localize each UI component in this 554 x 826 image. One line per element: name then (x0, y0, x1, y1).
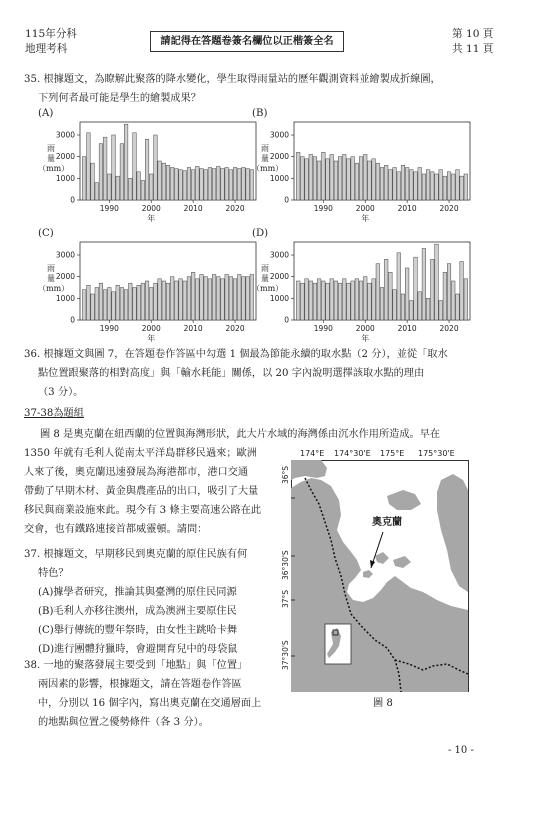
chart-bar (309, 281, 313, 320)
chart-bar (242, 168, 246, 201)
chart-bar (187, 168, 191, 201)
chart-bar (124, 124, 128, 200)
chart-bar (237, 275, 241, 321)
chart-bar (447, 172, 451, 200)
chart-bar (221, 279, 225, 320)
chart-bar (246, 169, 250, 200)
chart-bar (99, 283, 103, 320)
chart-bar (154, 283, 158, 320)
chart-y-tick-label: 1000 (269, 173, 289, 183)
chart-y-axis-label-part: 量 (47, 274, 55, 283)
chart-bar (368, 283, 372, 320)
chart-y-tick-label: 2000 (55, 272, 75, 282)
chart-bar (389, 272, 393, 320)
chart-y-axis-label-part: （mm） (38, 164, 70, 173)
chart-bar (447, 264, 451, 320)
chart-bar (456, 294, 460, 320)
chart-bar (229, 277, 233, 320)
chart-bar (418, 168, 422, 201)
map-lon-label-2: 174°30'E (334, 449, 371, 458)
q38-line3: 中，分別以 16 個字內，寫出奧克蘭在交通層面上 (38, 698, 262, 709)
chart-bar (330, 155, 334, 201)
chart-x-tick-label: 2010 (183, 324, 203, 333)
chart-bar (435, 174, 439, 200)
chart-bar (443, 272, 447, 320)
chart-bar (397, 253, 401, 320)
chart-y-tick-label: 2000 (55, 152, 75, 162)
chart-bar (301, 283, 305, 320)
page-total: 共 11 頁 (452, 43, 494, 55)
chart-bar (334, 161, 338, 200)
chart-bar (246, 277, 250, 320)
chart-x-tick-label: 2010 (183, 204, 203, 213)
intro-line6: 交會，也有鐵路連接首都威靈頓。請問： (24, 524, 208, 535)
chart-bar (158, 279, 162, 320)
chart-bar (456, 170, 460, 200)
chart-x-axis-label: 年 (361, 334, 370, 343)
chart-bar (305, 159, 309, 200)
intro-line5: 移民與商業設施來此。現今有 3 條主要高速公路在此 (24, 505, 262, 516)
map-lat-label-1: 36°S (281, 465, 290, 484)
chart-bar (422, 174, 426, 200)
chart-bar (87, 133, 91, 200)
chart-bar (162, 163, 166, 200)
chart-x-tick-label: 2010 (397, 204, 417, 213)
chart-bar (384, 165, 388, 200)
q35-charts (0, 0, 554, 343)
q37-option-b: (B)毛利人亦移往澳州，成為澳洲主要原住民 (38, 606, 237, 617)
chart-x-tick-label: 2020 (439, 204, 459, 213)
chart-bar (91, 294, 95, 320)
chart-bar (108, 288, 112, 321)
chart-y-tick-label: 0 (70, 195, 75, 205)
chart-bar (108, 174, 112, 200)
chart-bar (129, 283, 133, 320)
intro-line4: 帶動了早期木材、黃金與農產品的出口，吸引了大量 (24, 486, 259, 497)
chart-bar (170, 277, 174, 320)
chart-bar (326, 159, 330, 200)
q37-option-a: (A)據學者研究，推論其與臺灣的原住民同源 (38, 587, 237, 598)
map-lat-label-3: 37°S (281, 589, 290, 608)
header-subject: 地理考科 (25, 43, 68, 55)
chart-x-tick-label: 2010 (397, 324, 417, 333)
intro-line3: 人來了後，奧克蘭迅速發展為海港都市，港口交通 (24, 467, 249, 478)
chart-bar (237, 169, 241, 200)
chart-bar (418, 292, 422, 320)
chart-x-tick-label: 2000 (141, 324, 161, 333)
chart-y-axis-label-part: 雨 (261, 144, 269, 153)
chart-bar (204, 277, 208, 320)
chart-bar (443, 176, 447, 200)
chart-y-tick-label: 3000 (269, 250, 289, 260)
chart-bar (82, 157, 86, 200)
chart-bar (401, 165, 405, 200)
chart-bar (451, 174, 455, 200)
chart-svg (38, 108, 260, 224)
chart-x-tick-label: 2020 (225, 324, 245, 333)
chart-bar (217, 166, 221, 200)
chart-bar (296, 281, 300, 320)
chart-bar (410, 301, 414, 321)
chart-bar (435, 244, 439, 320)
chart-y-tick-label: 1000 (269, 293, 289, 303)
chart-bar (405, 268, 409, 320)
chart-bar (183, 281, 187, 320)
map-lon-label-3: 175°E (380, 449, 405, 458)
chart-bar (179, 170, 183, 200)
chart-bar (103, 137, 107, 200)
chart-bar (145, 281, 149, 320)
chart-x-tick-label: 2020 (439, 324, 459, 333)
chart-bar (347, 159, 351, 200)
chart-x-tick-label: 2020 (225, 204, 245, 213)
chart-bar (133, 288, 137, 321)
chart-y-axis-label-part: 雨 (261, 264, 269, 273)
chart-bar (208, 279, 212, 320)
chart-bar (116, 285, 120, 320)
chart-panel-label: (C) (38, 228, 54, 239)
chart-svg (252, 228, 474, 344)
chart-bar (393, 290, 397, 320)
chart-y-tick-label: 0 (284, 195, 289, 205)
chart-bar (129, 178, 133, 200)
chart-bar (410, 170, 414, 200)
chart-bar (149, 174, 153, 200)
chart-bar (191, 272, 195, 320)
chart-bar (212, 169, 216, 200)
chart-bar (183, 171, 187, 200)
chart-bar (414, 172, 418, 200)
chart-bar (196, 166, 200, 200)
chart-bar (120, 144, 124, 200)
chart-y-tick-label: 3000 (269, 130, 289, 140)
chart-y-tick-label: 1000 (55, 293, 75, 303)
chart-y-axis-label-part: （mm） (252, 284, 284, 293)
chart-y-axis-label-part: 雨 (47, 144, 55, 153)
chart-bar (225, 275, 229, 321)
chart-bar (384, 259, 388, 320)
q36-line3: （3 分）。 (38, 387, 84, 398)
group-title: 37-38為題組 (24, 408, 84, 419)
chart-bar (368, 161, 372, 200)
map-lat-label-4: 37°30'S (281, 640, 290, 670)
chart-x-axis-label: 年 (147, 334, 156, 343)
chart-x-tick-label: 1990 (313, 204, 333, 213)
chart-bar (95, 288, 99, 321)
chart-bar (330, 279, 334, 320)
chart-bar (431, 172, 435, 200)
chart-bar (141, 181, 145, 201)
chart-bar (338, 283, 342, 320)
q35-line2: 下列何者最可能是學生的繪製成果？ (38, 93, 201, 104)
chart-bar (326, 283, 330, 320)
chart-bar (229, 170, 233, 200)
chart-bar (296, 152, 300, 200)
chart-bar (372, 279, 376, 320)
chart-bar (120, 288, 124, 321)
chart-d (252, 228, 474, 344)
q37-option-c: (C)舉行傳統的豐年祭時，由女性主跳哈卡舞 (38, 625, 238, 636)
chart-bar (87, 285, 91, 320)
chart-bar (149, 288, 153, 321)
q38-line2: 兩因素的影響，根據題文，請在答題卷作答區 (38, 679, 242, 690)
chart-bar (376, 163, 380, 200)
chart-bar (401, 294, 405, 320)
chart-y-axis-label-part: （mm） (252, 164, 284, 173)
chart-bar (91, 163, 95, 200)
chart-bar (175, 281, 179, 320)
chart-bar (363, 277, 367, 320)
chart-bar (217, 277, 221, 320)
chart-bar (137, 172, 141, 200)
chart-bar (380, 288, 384, 321)
map-caption: 圖 8 (373, 698, 393, 709)
chart-bar (363, 155, 367, 201)
chart-panel-label: (D) (252, 228, 269, 239)
chart-c (38, 228, 260, 344)
page-number: - 10 - (448, 745, 474, 756)
chart-y-axis-label-part: 量 (261, 274, 269, 283)
chart-bar (103, 290, 107, 320)
chart-bar (389, 170, 393, 200)
chart-bar (451, 281, 455, 320)
q37-option-d: (D)進行團體狩獵時，會避開育兒中的母袋鼠 (38, 644, 238, 655)
chart-bar (393, 168, 397, 201)
chart-y-tick-label: 0 (284, 315, 289, 325)
chart-bar (426, 298, 430, 320)
header-year: 115年分科 (25, 28, 78, 40)
chart-y-tick-label: 2000 (269, 272, 289, 282)
chart-bar (133, 133, 137, 200)
q38-line4: 的地點與位置之優勢條件（各 3 分）。 (38, 717, 209, 728)
chart-panel-label: (A) (38, 108, 54, 119)
chart-bar (317, 161, 321, 200)
chart-x-axis-label: 年 (147, 214, 156, 223)
chart-bar (305, 279, 309, 320)
chart-bar (166, 165, 170, 200)
q35-line1: 35. 根據題文，為瞭解此聚落的降水變化，學生取得雨量站的歷年觀測資料並繪製成折線圖， (24, 74, 441, 85)
chart-bar (372, 159, 376, 200)
chart-bar (351, 157, 355, 200)
chart-svg (252, 108, 474, 224)
q37-stem2: 特色？ (38, 568, 69, 579)
chart-y-tick-label: 3000 (55, 250, 75, 260)
chart-bar (355, 279, 359, 320)
chart-bar (196, 279, 200, 320)
chart-bar (99, 144, 103, 200)
chart-panel-label: (B) (252, 108, 268, 119)
chart-y-axis-label-part: 量 (47, 154, 55, 163)
chart-bar (95, 183, 99, 200)
chart-bar (179, 279, 183, 320)
chart-bar (187, 277, 191, 320)
signature-reminder-banner: 請記得在答題卷簽名欄位以正楷簽全名 (150, 31, 344, 52)
chart-y-axis-label-part: 量 (261, 154, 269, 163)
chart-bar (233, 168, 237, 201)
chart-bar (141, 283, 145, 320)
chart-bar (460, 262, 464, 321)
chart-bar (208, 168, 212, 201)
chart-b (252, 108, 474, 224)
chart-bar (343, 279, 347, 320)
chart-bar (116, 176, 120, 200)
map-city-label: 奧克蘭 (372, 517, 402, 528)
chart-bar (112, 292, 116, 320)
chart-x-axis-label: 年 (361, 214, 370, 223)
chart-bar (376, 264, 380, 320)
chart-y-tick-label: 3000 (55, 130, 75, 140)
chart-bar (170, 168, 174, 201)
chart-bar (422, 249, 426, 321)
chart-bar (191, 170, 195, 200)
map-lon-label-1: 174°E (300, 449, 325, 458)
chart-bar (460, 176, 464, 200)
chart-bar (124, 290, 128, 320)
chart-bar (359, 281, 363, 320)
chart-y-tick-label: 0 (70, 315, 75, 325)
chart-bar (338, 157, 342, 200)
chart-bar (200, 169, 204, 200)
chart-bar (397, 172, 401, 200)
chart-x-tick-label: 1990 (99, 324, 119, 333)
chart-bar (426, 170, 430, 200)
q38-line1: 38. 一地的聚落發展主要受到「地點」與「位置」 (24, 660, 248, 671)
chart-bar (175, 169, 179, 200)
chart-bar (145, 139, 149, 200)
chart-bar (322, 152, 326, 200)
chart-bar (301, 157, 305, 200)
chart-bar (225, 168, 229, 201)
map-lat-label-2: 36°30'S (281, 550, 290, 580)
map-lon-label-4: 175°30'E (418, 449, 455, 458)
auckland-map (291, 460, 469, 692)
chart-y-tick-label: 1000 (55, 173, 75, 183)
chart-bar (162, 281, 166, 320)
chart-bar (334, 281, 338, 320)
chart-bar (200, 275, 204, 321)
q36-line2: 點位置跟聚落的相對高度」與「輸水耗能」關係，以 20 字內說明選擇該取水點的理由 (38, 368, 425, 379)
chart-bar (204, 170, 208, 200)
chart-y-tick-label: 2000 (269, 152, 289, 162)
chart-a (38, 108, 260, 224)
chart-bar (322, 281, 326, 320)
chart-bar (439, 170, 443, 200)
chart-y-axis-label-part: （mm） (38, 284, 70, 293)
chart-bar (431, 259, 435, 320)
chart-bar (137, 285, 141, 320)
chart-y-axis-label-part: 雨 (47, 264, 55, 273)
chart-bar (221, 169, 225, 200)
chart-bar (317, 279, 321, 320)
chart-x-tick-label: 1990 (313, 324, 333, 333)
chart-bar (112, 135, 116, 200)
chart-bar (380, 168, 384, 201)
chart-bar (464, 279, 468, 320)
chart-bar (439, 301, 443, 321)
chart-bar (359, 157, 363, 200)
chart-bar (405, 168, 409, 201)
chart-bar (166, 283, 170, 320)
q36-line1: 36. 根據題文與圖 7，在答題卷作答區中勾選 1 個最為節能永續的取水點（2 分），並從「取水 (24, 349, 448, 360)
chart-x-tick-label: 2000 (355, 324, 375, 333)
chart-bar (313, 157, 317, 200)
chart-bar (414, 257, 418, 320)
chart-bar (313, 283, 317, 320)
chart-bar (351, 281, 355, 320)
chart-bar (347, 283, 351, 320)
chart-bar (464, 174, 468, 200)
chart-svg (38, 228, 260, 344)
chart-bar (154, 135, 158, 200)
q37-stem1: 37. 根據題文，早期移民到奧克蘭的原住民族有何 (24, 549, 248, 560)
chart-x-tick-label: 2000 (141, 204, 161, 213)
chart-bar (158, 161, 162, 200)
intro-line2: 1350 年就有毛利人從南太平洋島群移民過來；歐洲 (24, 448, 257, 459)
chart-x-tick-label: 1990 (99, 204, 119, 213)
chart-bar (309, 155, 313, 201)
chart-bar (343, 155, 347, 201)
chart-bar (355, 163, 359, 200)
chart-bar (212, 275, 216, 321)
chart-x-tick-label: 2000 (355, 204, 375, 213)
intro-line1: 圖 8 是奧克蘭在紐西蘭的位置與海灣形狀，此大片水域的海灣係由沉水作用所造成。早在 (40, 429, 441, 440)
chart-bar (242, 277, 246, 320)
chart-bar (233, 279, 237, 320)
chart-bar (82, 290, 86, 320)
page-label: 第 10 頁 (452, 28, 494, 40)
